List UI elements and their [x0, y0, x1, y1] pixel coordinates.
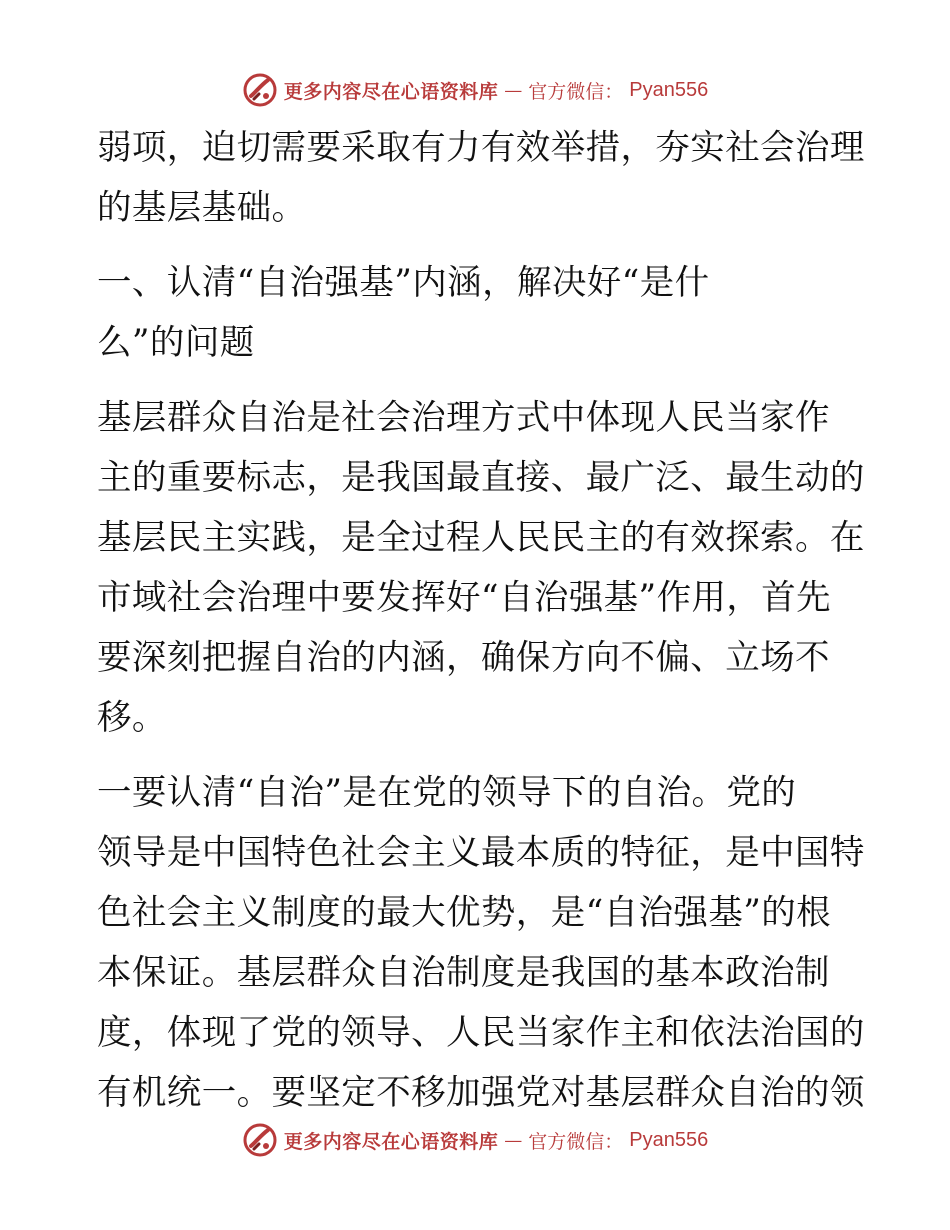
- watermark-separator: —: [504, 79, 523, 101]
- footer-watermark: [0, 1120, 950, 1160]
- watermark-wechat-handle: Pyan556: [629, 78, 709, 101]
- text-line: 一要认清“自治”是在党的领导下的自治。党的: [97, 773, 797, 813]
- heading-line: 么”的问题: [97, 323, 255, 363]
- document-body: [97, 118, 865, 1123]
- section-heading: [97, 253, 857, 373]
- text-line: 有机统一。要坚定不移加强党对基层群众自治的领: [97, 1073, 865, 1113]
- paragraph: [97, 118, 865, 238]
- text-line: 要深刻把握自治的内涵，确保方向不偏、立场不: [97, 638, 830, 678]
- text-line: 主的重要标志，是我国最直接、最广泛、最生动的: [97, 458, 865, 498]
- watermark-wechat-handle: Pyan556: [629, 1128, 709, 1151]
- text-line: 色社会主义制度的最大优势，是“自治强基”的根: [97, 893, 832, 933]
- text-line: 度，体现了党的领导、人民当家作主和依法治国的: [97, 1013, 865, 1053]
- text-line: 市域社会治理中要发挥好“自治强基”作用，首先: [97, 578, 832, 618]
- text-line: 的基层基础。: [97, 188, 307, 228]
- watermark-wechat-label: 官方微信：: [528, 1130, 624, 1153]
- text-line: 领导是中国特色社会主义最本质的特征，是中国特: [97, 833, 865, 873]
- watermark-title: 更多内容尽在心语资料库: [283, 1130, 499, 1153]
- calligraphy-brush-icon: [242, 72, 278, 108]
- text-line: 弱项，迫切需要采取有力有效举措，夯实社会治理: [97, 128, 865, 168]
- header-watermark: [0, 70, 950, 110]
- text-line: 本保证。基层群众自治制度是我国的基本政治制: [97, 953, 830, 993]
- text-line: 移。: [97, 698, 167, 738]
- watermark-wechat-label: 官方微信：: [528, 80, 624, 103]
- paragraph: [97, 763, 865, 1123]
- text-line: 基层群众自治是社会治理方式中体现人民当家作: [97, 398, 830, 438]
- paragraph: [97, 388, 865, 748]
- watermark-title: 更多内容尽在心语资料库: [283, 80, 499, 103]
- calligraphy-brush-icon: [242, 1122, 278, 1158]
- heading-line: 一、认清“自治强基”内涵，解决好“是什: [97, 263, 710, 303]
- watermark-separator: —: [504, 1129, 523, 1151]
- text-line: 基层民主实践，是全过程人民民主的有效探索。在: [97, 518, 865, 558]
